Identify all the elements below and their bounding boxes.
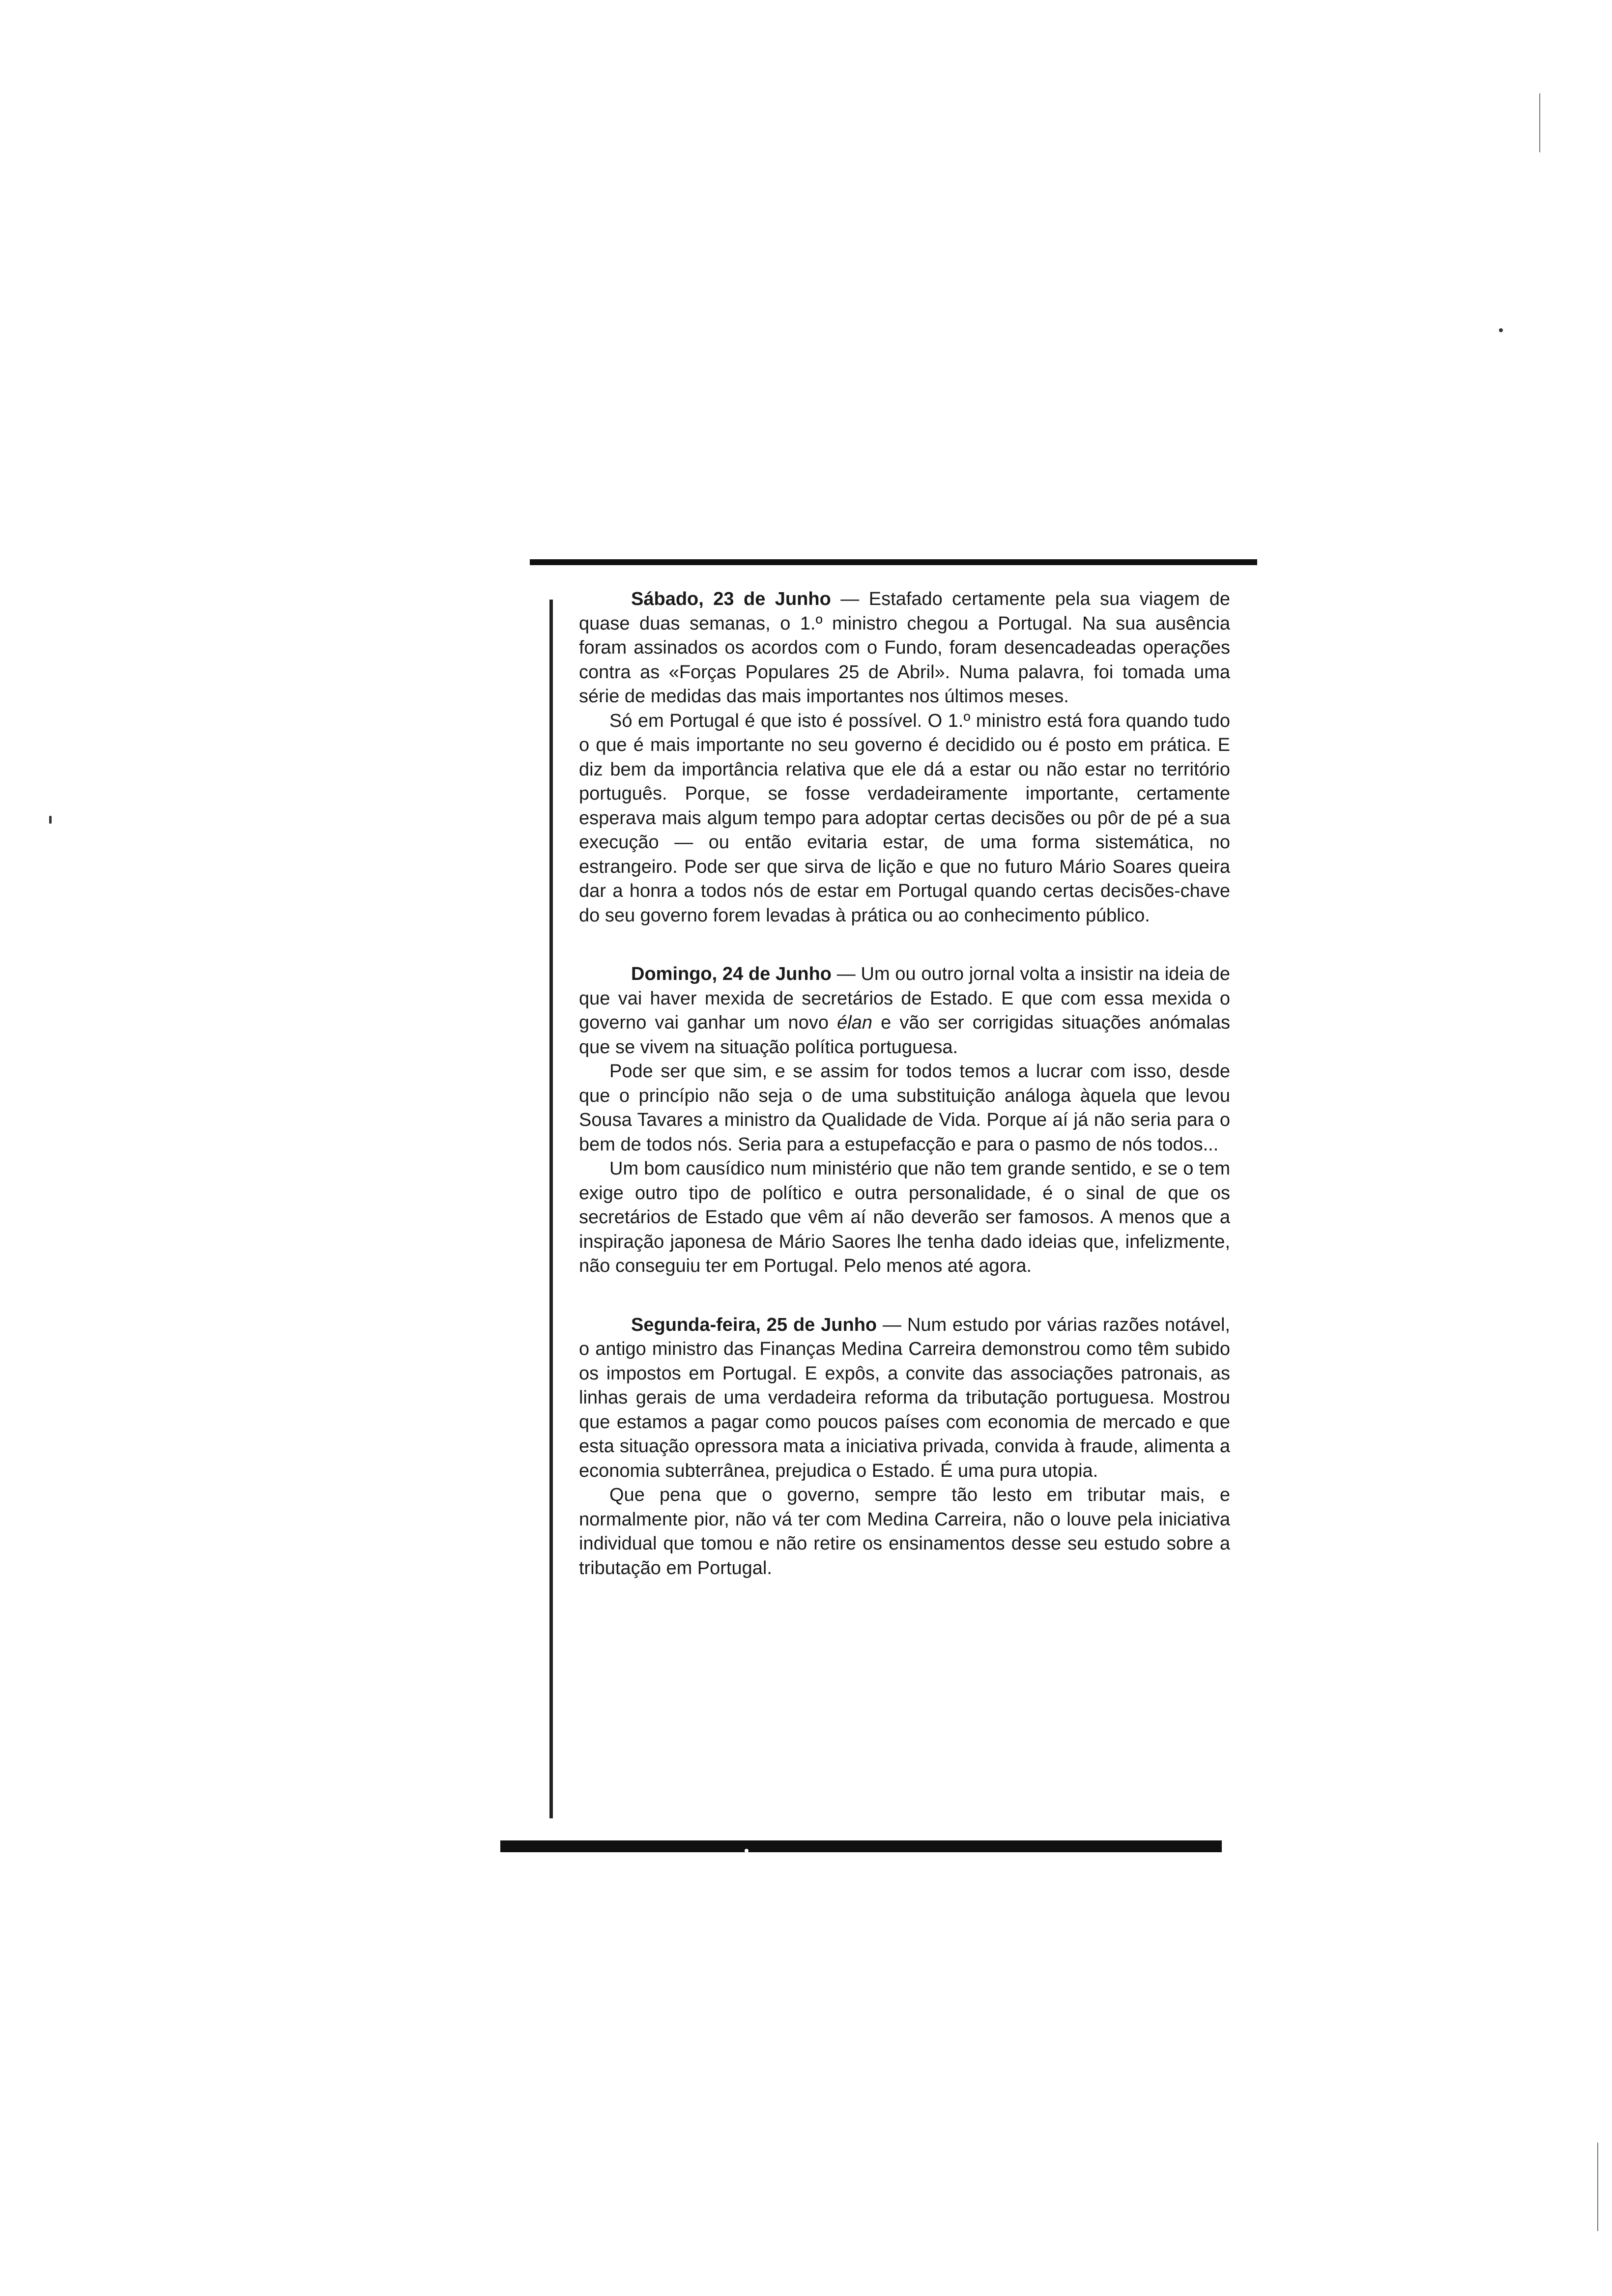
scan-speck: [1499, 328, 1503, 332]
top-rule: [530, 559, 1257, 565]
entry-sunday-text-1-end: e vão ser corrigidas situações anómalas que se vivem na situação política portuguesa.: [579, 1012, 1230, 1058]
entry-saturday: [579, 587, 1230, 928]
scan-speck: [745, 1849, 748, 1853]
entry-saturday-heading: Sábado, 23 de Junho: [631, 589, 831, 609]
left-margin-rule: [549, 600, 553, 1818]
entry-sunday-text-1: — Um ou outro jornal volta a insistir na ideia de que vai haver mexida de secretários de Estado. E que com essa mexida o governo vai ganhar um novo: [579, 964, 1230, 1033]
entry-sunday-paragraph-3: Um bom causídico num ministério que não tem grande sentido, e se o tem exige outro tipo de político e outra personalidade, é o sinal de que os secretários de Estado que vêm aí não deverão ser famosos. A menos que a inspiração japonesa de Mário Saores lhe tenha dado ideias que, infelizmente, não conseguiu ter em Portugal. Pelo menos até agora.: [579, 1158, 1230, 1276]
entry-saturday-paragraph-2: Só em Portugal é que isto é possível. O 1.º ministro está fora quando tudo o que é mais importante no seu governo é decidido ou é posto em prática. E diz bem da importância relativa que ele dá a estar ou não estar no território português. Porque, se fosse verdadeiramente importante, certamente esperava mais algum tempo para adoptar certas decisões ou pôr de pé a sua execução — ou então evitaria estar, de uma forma sistemática, no estrangeiro. Pode ser que sirva de lição e que no futuro Mário Soares queira dar a honra a todos nós de estar em Portugal quando certas decisões-chave do seu governo forem levadas à prática ou ao conhecimento público.: [579, 710, 1230, 926]
entry-monday-heading: Segunda-feira, 25 de Junho: [631, 1314, 877, 1335]
entry-saturday-text-1: — Estafado certamente pela sua viagem de quase duas semanas, o 1.º ministro chegou a Portugal. Na sua ausência foram assinados os acordos com o Fundo, foram desencadeadas operações contra as «Forças Populares 25 de Abril». Numa palavra, foi tomada uma série de medidas das mais importantes nos últimos meses.: [579, 589, 1230, 707]
entry-monday-text-1: — Num estudo por várias razões notável, o antigo ministro das Finanças Medina Carreira demonstrou como têm subido os impostos em Portugal. E expôs, a convite das associações patronais, as linhas gerais de uma verdadeira reforma da tributação portuguesa. Mostrou que estamos a pagar como poucos países com economia de mercado e que esta situação opressora mata a iniciativa privada, convida à fraude, alimenta a economia subterrânea, prejudica o Estado. É uma pura utopia.: [579, 1314, 1230, 1481]
scan-speck: [49, 816, 52, 824]
entry-monday: [579, 1313, 1230, 1581]
article-column: [579, 587, 1230, 1580]
scan-edge-mark: [1597, 2143, 1598, 2231]
entry-sunday-paragraph-2: Pode ser que sim, e se assim for todos temos a lucrar com isso, desde que o princípio não seja o de uma substituição análoga àquela que levou Sousa Tavares a ministro da Qualidade de Vida. Porque aí já não seria para o bem de todos nós. Seria para a estupefacção e para o pasmo de nós todos...: [579, 1061, 1230, 1155]
entry-sunday-italic-word: élan: [837, 1012, 872, 1033]
entry-sunday-paragraph-1: [579, 962, 1230, 1060]
entry-monday-paragraph-2: Que pena que o governo, sempre tão lesto em tributar mais, e normalmente pior, não vá ter com Medina Carreira, não o louve pela iniciativa individual que tomou e não retire os ensinamentos desse seu estudo sobre a tributação em Portugal.: [579, 1485, 1230, 1578]
scan-edge-mark: [1539, 93, 1540, 152]
entry-sunday-heading: Domingo, 24 de Junho: [631, 964, 832, 984]
bottom-rule: [500, 1840, 1222, 1852]
entry-saturday-paragraph-1: [579, 587, 1230, 709]
entry-monday-paragraph-1: [579, 1313, 1230, 1484]
entry-sunday: [579, 962, 1230, 1279]
